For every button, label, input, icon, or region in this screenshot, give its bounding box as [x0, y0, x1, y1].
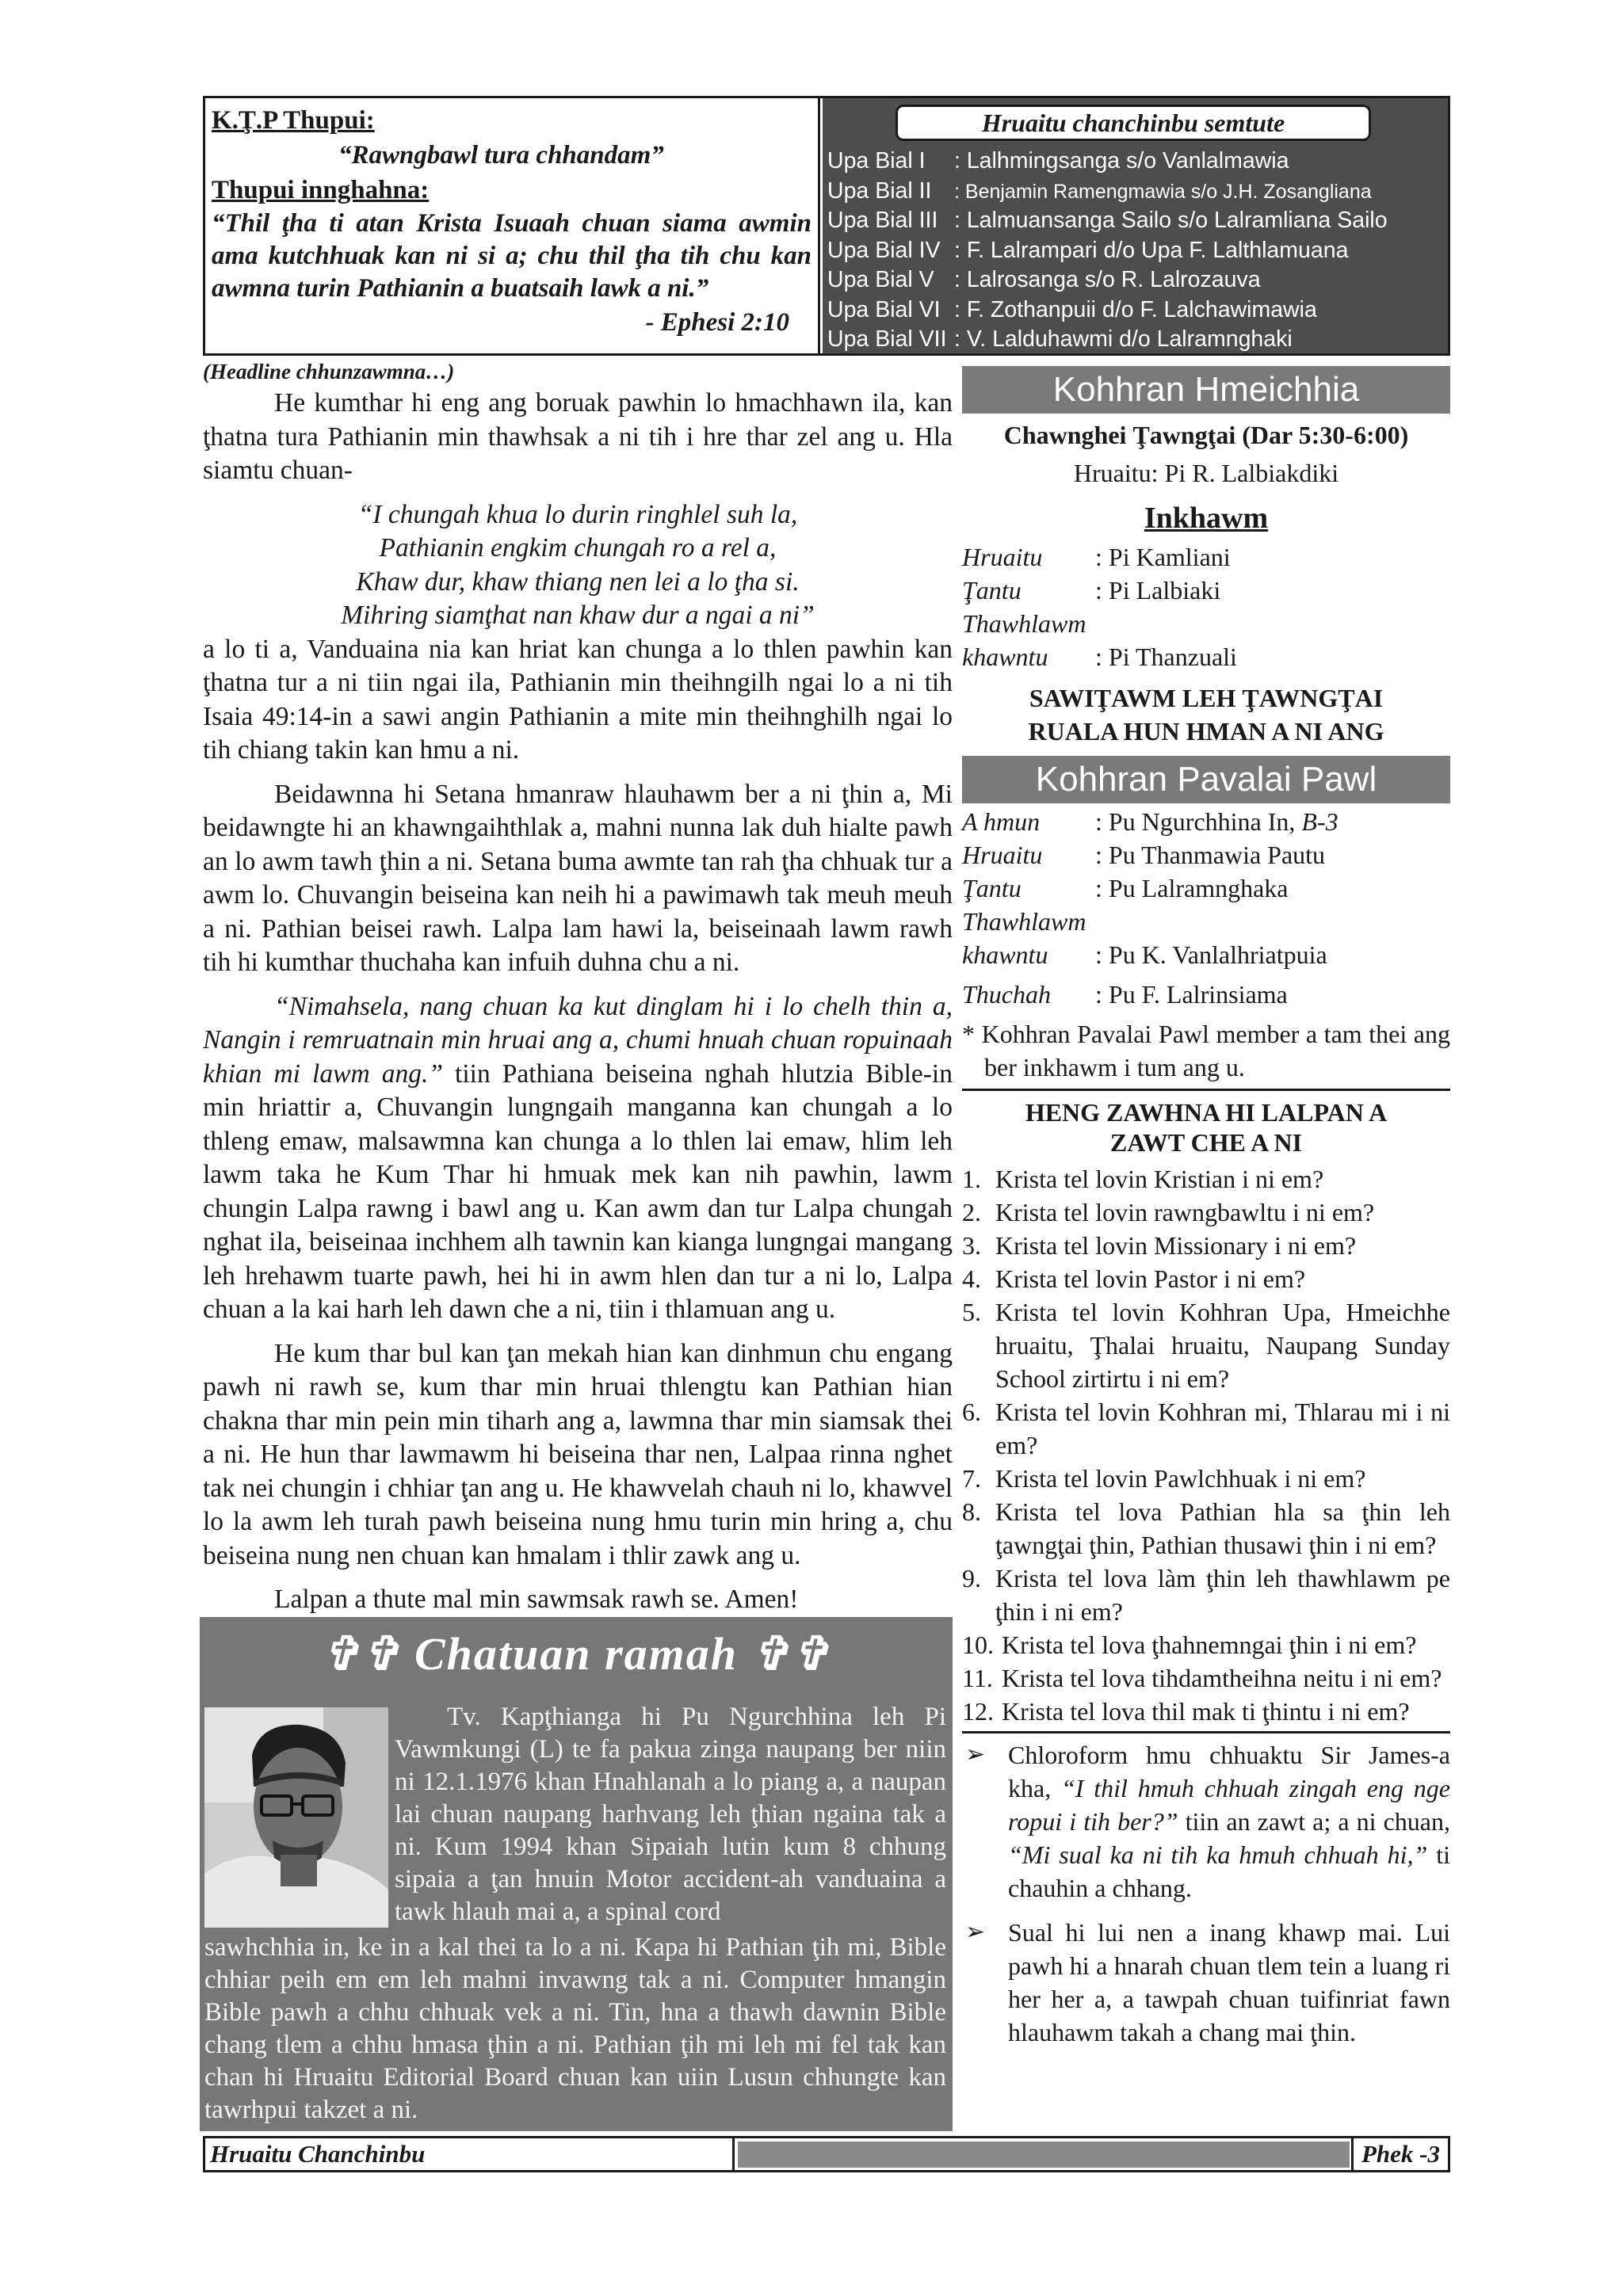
board-member: : Benjamin Ramengmawia s/o J.H. Zosangliana [954, 180, 1372, 203]
question-item [962, 1395, 1450, 1462]
board-row [827, 295, 1445, 325]
portrait-photo [204, 1707, 388, 1928]
continued-label: (Headline chhunzawmna…) [203, 360, 455, 383]
roster-role: khawntu [962, 643, 1048, 671]
board-role: Upa Bial III [827, 208, 938, 233]
board-member: : F. Zothanpuii d/o F. Lalchawimawia [954, 296, 1317, 322]
question-item [962, 1295, 1450, 1395]
theme-box [205, 98, 820, 353]
board-member: : F. Lalrampari d/o Upa F. Lalthlamuana [954, 237, 1349, 263]
question-text: Krista tel lovin rawngbawltu i ni em? [995, 1198, 1375, 1226]
section-divider [962, 1089, 1450, 1091]
ktp-label: K.Ţ.P Thupui: [212, 106, 375, 135]
roster-row [962, 978, 1450, 1011]
question-item [962, 1162, 1450, 1196]
question-item [962, 1229, 1450, 1262]
roster-person: : Pi Kamliani [1095, 543, 1231, 571]
article-column [203, 358, 953, 1627]
question-number: 4. [962, 1264, 981, 1293]
scripture-quote: “Nimahsela, nang chuan ka kut dinglam hi i lo chelh thin a, Nangin i remruatnain min hruai ang a, chumi hnuah chuan ropuinaah khian mi lawm ang.” [203, 991, 953, 1089]
board-row [827, 324, 1445, 354]
womens-service-roster [962, 540, 1450, 673]
question-item [962, 1262, 1450, 1295]
question-text: Krista tel lova tihdamtheihna neitu i ni em? [1002, 1664, 1442, 1692]
roster-person-text: : Pu Ngurchhina In, [1095, 807, 1302, 836]
filler-text [1008, 1738, 1450, 1905]
article-closing: Lalpan a thute mal min sawmsak rawh se. Amen! [274, 1585, 799, 1614]
question-number: 3. [962, 1231, 981, 1260]
roster-role: Ţantu [962, 576, 1022, 605]
board-member: : Lalhmingsanga s/o Vanlalmawia [954, 148, 1289, 174]
roster-person: : Pi Thanzuali [1095, 643, 1237, 671]
poem-line: Khaw dur, khaw thiang nen lei a lo ţha si. [356, 566, 800, 597]
publication-name: Hruaitu Chanchinbu [205, 2138, 735, 2170]
board-role: Upa Bial VII [827, 326, 947, 352]
question-text: Krista tel lova thil mak ti ţhintu i ni em? [1002, 1697, 1410, 1726]
article-paragraph: He kum thar bul kan ţan mekah hian kan dinhmun chu engang pawh ni rawh se, kum thar min hruai thlengtu kan Pathian hian chakna thar min pein min tiharh ang a, lawmna thar min siamsak thei a ni. He hun thar lawmawm hi beiseina thar nen, Lalpaa rinna nghet tak nei chungin i chhiar ţan ang u. He khawvelah chauh ni lo, khawvel lo la awm leh turah pawh beiseina nung hmu turin min hring a, chu beiseina nung nen chuan kan hmalam i thlir zawk ang u. [203, 1338, 953, 1570]
questions-heading: ZAWT CHE A NI [1109, 1128, 1303, 1157]
question-number: 11. [962, 1664, 993, 1692]
board-role: Upa Bial IV [827, 237, 941, 263]
roster-person [1095, 805, 1450, 838]
question-item [962, 1628, 1450, 1661]
question-item [962, 1196, 1450, 1229]
filler-text: Sual hi lui nen a inang khawp mai. Lui pawh hi a hnarah chuan tlem tein a luang ri her her a, a tawpah chuan tuifinriat fawn hlauhawm takah a chang mai ţhin. [1008, 1918, 1450, 2046]
roster-role: Thawhlawm [962, 609, 1086, 638]
top-header [203, 96, 1450, 356]
board-row [827, 205, 1445, 235]
poem [203, 498, 953, 633]
theme-verse: “Thil ţha ti atan Krista Isuaah chuan siama awmin ama kutchhuak kan ni si a; chu thil ţha tih chu kan awmna turin Pathianin a buatsaih lawk a ni.” [212, 209, 812, 303]
notice-line: RUALA HUN HMAN A NI ANG [1028, 717, 1384, 746]
filler-item [962, 1916, 1450, 2049]
roster-role: Thuchah [962, 980, 1051, 1009]
notice-line: SAWIŢAWM LEH ŢAWNGŢAI [1029, 684, 1384, 712]
obituary-text: Tv. Kapţhianga hi Pu Ngurchhina leh Pi Vawmkungi (L) te fa pakua zinga naupang ber niin ni 12.1.1976 khan Hnahlanah a lo piang a, a naupan lai chuan naupang harhvang leh ţhian ngaina tak a ni. Kum 1994 khan Sipaiah lutin kum 8 chhung sipaia a ţan hnuin Motor accident-ah vanduaina a tawk hlauh mai a, a spinal cord [395, 1703, 946, 1926]
mens-fellowship-heading: Kohhran Pavalai Pawl [962, 756, 1450, 803]
question-item [962, 1695, 1450, 1728]
notices-column [962, 358, 1450, 2049]
filler-text-part: ti chauhin a chhang. [1008, 1840, 1451, 1902]
question-text: Krista tel lovin Kohhran mi, Thlarau mi i ni em? [995, 1398, 1450, 1459]
question-number: 6. [962, 1398, 981, 1426]
prayer-leader-line: Hruaitu: Pi R. Lalbiakdiki [1073, 459, 1339, 487]
article-paragraph-text: tiin Pathiana beiseina nghah hlutzia Bible-in min hriattir a, Chuvangin lungngaih manganna kan chungah a lo thleng emaw, malsawmna kan chunga a lo thlen lai emaw, hlim leh lawm taka he Kum Thar hi hmuak mek kan nih pawhin, lawm chungin Lalpa rawng i bawl ang u. Kan awm dan tur Lalpa chungah nghat ila, beiseinaa inchhem alh tawnin kan kianga lungngai mangang leh hrehawm tuarte pawh, hei hi in awm hlen dan tur a ni lo, Lalpa chuan a la kai harh leh dawn che a ni, tiin i thlamuan ang u. [203, 1058, 953, 1324]
filler-quote: “I thil hmuh chhuah zingah eng nge ropui i tih ber?” [1008, 1774, 1451, 1836]
board-row [827, 176, 1445, 207]
roster-person: : Pi Lalbiaki [1095, 576, 1221, 605]
roster-person: : Pu Lalramnghaka [1095, 874, 1289, 902]
roster-person [1095, 607, 1450, 640]
roster-person: : Pu K. Vanlalhriatpuia [1095, 940, 1327, 969]
page-footer [203, 2136, 1450, 2172]
question-number: 5. [962, 1298, 981, 1326]
roster-person: : Pu Thanmawia Pautu [1095, 841, 1326, 869]
roster-person [1095, 905, 1450, 938]
theme-meaning-label: Thupui innghahna: [212, 176, 430, 204]
roster-role: Hruaitu [962, 841, 1043, 869]
section-divider [962, 1731, 1450, 1733]
footer-bar [738, 2142, 1350, 2168]
roster-row [962, 540, 1450, 574]
board-row [827, 146, 1445, 176]
roster-row [962, 574, 1450, 607]
page-number: Phek -3 [1351, 2138, 1448, 2170]
article-paragraph: Beidawnna hi Setana hmanraw hlauhawm ber a ni ţhin a, Mi beidawngte hi an khawngaihthlak a, mahni nunna lak duh hialte pawh an lo awm tawh ţhin a ni. Setana buma awmte tan rah ţha chhuak tur a awm lo. Chuvangin beiseina kan neih hi a pawimawh tak meuh meuh a ni. Pathian beisei rawh. Lalpa lam hawi la, beiseinaah lawm rawh tih hi kumthar thuchaha kan infuih duhna chu a ni. [203, 779, 953, 977]
roster-role: Hruaitu [962, 543, 1043, 571]
questions-list [962, 1162, 1450, 1728]
filler-text-part: tiin an zawt a; a ni chuan, [1178, 1807, 1451, 1836]
roster-row [962, 938, 1450, 971]
roster-row [962, 640, 1450, 673]
house-number: B-3 [1301, 807, 1338, 836]
board-role: Upa Bial I [827, 148, 926, 174]
board-row [827, 235, 1445, 265]
question-number: 8. [962, 1497, 981, 1526]
article-paragraph [203, 990, 953, 1327]
question-text: Krista tel lova ţhahnemngai ţhin i ni em? [1002, 1630, 1417, 1659]
womens-fellowship-heading: Kohhran Hmeichhia [962, 366, 1450, 414]
question-item [962, 1562, 1450, 1628]
question-text: Krista tel lovin Missionary i ni em? [995, 1231, 1357, 1260]
question-number: 7. [962, 1464, 981, 1493]
questions-heading: HENG ZAWHNA HI LALPAN A [1025, 1098, 1388, 1127]
roster-row [962, 838, 1450, 871]
filler-quote: “Mi sual ka ni tih ka hmuh chhuah hi,” [1008, 1840, 1428, 1869]
board-title: Hruaitu chanchinbu semtute [896, 105, 1371, 141]
question-item [962, 1661, 1450, 1695]
filler-item [962, 1738, 1450, 1905]
question-text: Krista tel lova làm ţhin leh thawhlawm pe ţhin i ni em? [995, 1564, 1450, 1626]
roster-role: Thawhlawm [962, 907, 1086, 936]
roster-role: khawntu [962, 940, 1048, 969]
obituary-box [200, 1617, 953, 2131]
inkhawm-heading: Inkhawm [1144, 502, 1269, 535]
board-member: : V. Lalduhawmi d/o Lalramnghaki [954, 326, 1293, 352]
poem-line: Pathianin engkim chungah ro a rel a, [379, 533, 777, 563]
board-role: Upa Bial V [827, 267, 934, 292]
verse-reference: - Ephesi 2:10 [645, 308, 789, 337]
board-row [827, 265, 1445, 295]
roster-role: Ţantu [962, 874, 1022, 902]
roster-row [962, 805, 1450, 838]
article-paragraph: He kumthar hi eng ang boruak pawhin lo hmachhawn ila, kan ţhatna tura Pathianin min thawhsak a ni tih i hre thar zel ang u. Hla siamtu chuan- [203, 388, 953, 485]
board-role: Upa Bial VI [827, 296, 941, 322]
question-number: 10. [962, 1630, 994, 1659]
poem-line: Mihring siamţhat nan khaw dur a ngai a ni” [341, 601, 815, 630]
ktp-theme: “Rawngbawl tura chhandam” [338, 141, 664, 170]
poem-line: “I chungah khua lo durin ringhlel suh la, [357, 499, 798, 529]
question-number: 9. [962, 1564, 981, 1592]
question-item [962, 1462, 1450, 1495]
roster-row [962, 607, 1450, 640]
mens-service-roster [962, 805, 1450, 1011]
roster-role: A hmun [962, 807, 1041, 836]
question-number: 2. [962, 1198, 981, 1226]
obituary-title: ✞✞ Chatuan ramah ✞✞ [321, 1628, 831, 1680]
prayer-service-line: Chawnghei Ţawngţai (Dar 5:30-6:00) [1003, 421, 1409, 449]
question-text: Krista tel lova Pathian hla sa ţhin leh ţawngţai ţhin, Pathian thusawi ţhin i ni em? [995, 1497, 1450, 1559]
roster-row [962, 905, 1450, 938]
fellowship-note: * Kohhran Pavalai Pawl member a tam thei ang ber inkhawm i tum ang u. [962, 1020, 1450, 1081]
question-item [962, 1495, 1450, 1562]
roster-row [962, 871, 1450, 905]
arrow-bullet-icon: ➢ [965, 1741, 986, 1768]
roster-person: : Pu F. Lalrinsiama [1095, 980, 1288, 1009]
question-number: 12. [962, 1697, 994, 1726]
arrow-bullet-icon: ➢ [965, 1918, 986, 1946]
board-member: : Lalrosanga s/o R. Lalrozauva [954, 267, 1261, 292]
question-text: Krista tel lovin Kristian i ni em? [995, 1165, 1324, 1193]
question-text: Krista tel lovin Kohhran Upa, Hmeichhe hruaitu, Ţhalai hruaitu, Naupang Sunday School zirtirtu i ni em? [995, 1298, 1450, 1393]
article-paragraph: a lo ti a, Vanduaina nia kan hriat kan chunga a lo thlen pawhin kan ţhatna tur a ni tiin ngai ila, Pathianin min theihngilh ngai lo a ni tih Isaia 49:14-in a sawi angin Pathianin a mite min theihnghilh ngai lo tih chiang takin kan hmu a ni. [203, 634, 953, 765]
question-number: 1. [962, 1165, 981, 1193]
question-text: Krista tel lovin Pawlchhuak i ni em? [995, 1464, 1366, 1493]
obituary-text-continued: sawhchhia in, ke in a kal thei ta lo a ni. Kapa hi Pathian ţih mi, Bible chhiar peih em em leh mahni invawng tak a ni. Computer hmangin Bible pawh a chhu chhuak vek a ni. Tin, hna a thawh dawnin Bible chang tlem a chhu hmasa ţhin a ni. Pathian ţih mi leh mi fel tak kan chan hi Hruaitu Editorial Board chuan kan uiin Lusun chhungte kan tawrhpui takzet a ni. [204, 1933, 946, 2124]
board-role: Upa Bial II [827, 177, 932, 204]
filler-text-part: Chloroform hmu chhuaktu Sir James-a kha, [1008, 1741, 1450, 1802]
board-member: : Lalmuansanga Sailo s/o Lalramliana Sailo [954, 208, 1388, 233]
editorial-board-box [823, 98, 1448, 353]
question-text: Krista tel lovin Pastor i ni em? [995, 1264, 1306, 1293]
